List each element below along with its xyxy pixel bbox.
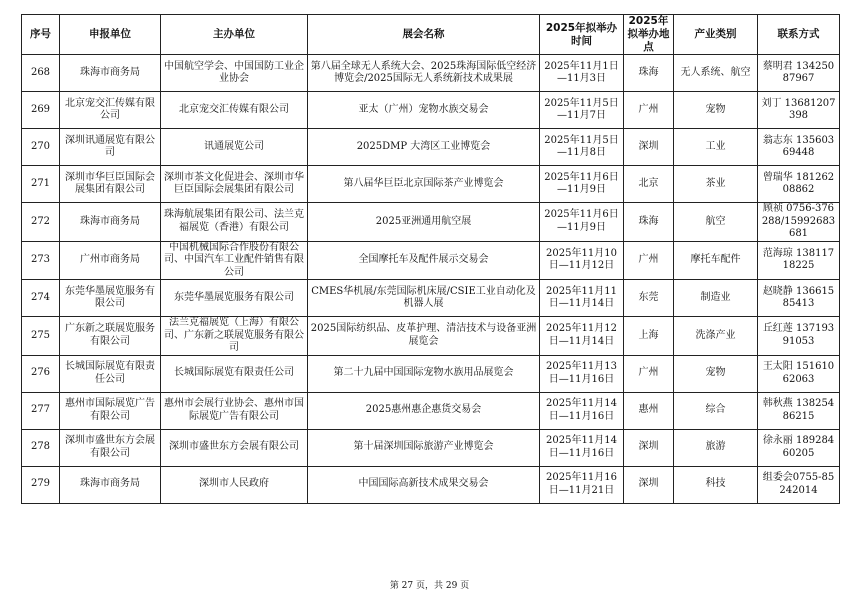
cell-place: 上海	[624, 317, 674, 356]
cell-time: 2025年11月1日—11月3日	[540, 55, 624, 92]
cell-applicant: 珠海市商务局	[60, 203, 161, 242]
cell-category: 科技	[674, 466, 758, 503]
cell-place: 珠海	[624, 55, 674, 92]
cell-contact: 曾瑞华 18126208862	[758, 166, 840, 203]
table-row	[22, 203, 840, 242]
cell-contact: 王太阳 15161062063	[758, 355, 840, 392]
cell-contact: 蔡明君 13425087967	[758, 55, 840, 92]
cell-category: 宠物	[674, 92, 758, 129]
cell-category: 旅游	[674, 429, 758, 466]
cell-applicant: 惠州市国际展览广告有限公司	[60, 392, 161, 429]
cell-applicant: 深圳市盛世东方会展有限公司	[60, 429, 161, 466]
cell-place: 深圳	[624, 466, 674, 503]
cell-time: 2025年11月14日—11月16日	[540, 429, 624, 466]
cell-contact: 徐永丽 18928460205	[758, 429, 840, 466]
cell-category: 宠物	[674, 355, 758, 392]
table-row	[22, 317, 840, 356]
cell-exhibition-name: 第二十九届中国国际宠物水族用品展览会	[308, 355, 540, 392]
cell-number: 279	[22, 466, 60, 503]
cell-exhibition-name: 2025亚洲通用航空展	[308, 203, 540, 242]
cell-place: 深圳	[624, 429, 674, 466]
cell-place: 珠海	[624, 203, 674, 242]
page-number: 第 27 页，共 29 页	[389, 581, 470, 591]
cell-contact: 刘丁 13681207398	[758, 92, 840, 129]
exhibition-table	[21, 14, 840, 504]
table-row	[22, 429, 840, 466]
cell-contact: 韩秋燕 13825486215	[758, 392, 840, 429]
cell-contact: 丘红莲 13719391053	[758, 317, 840, 356]
cell-contact: 赵晓静 13661585413	[758, 280, 840, 317]
cell-applicant: 深圳市华巨臣国际会展集团有限公司	[60, 166, 161, 203]
cell-place: 广州	[624, 355, 674, 392]
table-row	[22, 466, 840, 503]
cell-exhibition-name: 亚太（广州）宠物水族交易会	[308, 92, 540, 129]
table-row	[22, 92, 840, 129]
cell-applicant: 广东新之联展览服务有限公司	[60, 317, 161, 356]
cell-exhibition-name: 第十届深圳国际旅游产业博览会	[308, 429, 540, 466]
cell-category: 综合	[674, 392, 758, 429]
cell-place: 东莞	[624, 280, 674, 317]
header-cell: 展会名称	[308, 15, 540, 55]
cell-time: 2025年11月12日—11月14日	[540, 317, 624, 356]
cell-exhibition-name: 中国国际高新技术成果交易会	[308, 466, 540, 503]
cell-contact: 顾祯 0756-376288/15992683681	[758, 203, 840, 242]
cell-category: 茶业	[674, 166, 758, 203]
cell-time: 2025年11月16日—11月21日	[540, 466, 624, 503]
cell-exhibition-name: 2025DMP 大湾区工业博览会	[308, 129, 540, 166]
table-row	[22, 55, 840, 92]
cell-exhibition-name: 2025国际纺织品、皮革护理、清洁技术与设备亚洲展览会	[308, 317, 540, 356]
cell-organizer: 深圳市盛世东方会展有限公司	[161, 429, 308, 466]
cell-organizer: 中国航空学会、中国国防工业企业协会	[161, 55, 308, 92]
cell-organizer: 深圳市人民政府	[161, 466, 308, 503]
cell-number: 277	[22, 392, 60, 429]
cell-time: 2025年11月5日—11月8日	[540, 129, 624, 166]
cell-number: 276	[22, 355, 60, 392]
cell-time: 2025年11月5日—11月7日	[540, 92, 624, 129]
cell-time: 2025年11月10日—11月12日	[540, 241, 624, 280]
cell-applicant: 广州市商务局	[60, 241, 161, 280]
header-cell: 产业类别	[674, 15, 758, 55]
cell-exhibition-name: CMES华机展/东莞国际机床展/CSIE工业自动化及机器人展	[308, 280, 540, 317]
table-header-row	[22, 15, 840, 55]
header-cell: 2025年拟举办时间	[540, 15, 624, 55]
cell-organizer: 深圳市茶文化促进会、深圳市华巨臣国际会展集团有限公司	[161, 166, 308, 203]
cell-applicant: 北京宠交汇传媒有限公司	[60, 92, 161, 129]
table-row	[22, 280, 840, 317]
table-body	[22, 55, 840, 504]
cell-number: 269	[22, 92, 60, 129]
cell-applicant: 东莞华墨展览服务有限公司	[60, 280, 161, 317]
cell-exhibition-name: 2025惠州惠企惠货交易会	[308, 392, 540, 429]
cell-contact: 组委会0755-85242014	[758, 466, 840, 503]
cell-organizer: 法兰克福展览（上海）有限公司、广东新之联展览服务有限公司	[161, 317, 308, 356]
cell-category: 洗涤产业	[674, 317, 758, 356]
cell-category: 工业	[674, 129, 758, 166]
header-cell: 主办单位	[161, 15, 308, 55]
cell-contact: 翁志东 13560369448	[758, 129, 840, 166]
cell-time: 2025年11月11日—11月14日	[540, 280, 624, 317]
cell-category: 摩托车配件	[674, 241, 758, 280]
cell-organizer: 北京宠交汇传媒有限公司	[161, 92, 308, 129]
cell-applicant: 深圳讯通展览有限公司	[60, 129, 161, 166]
cell-place: 深圳	[624, 129, 674, 166]
table-row	[22, 129, 840, 166]
table-row	[22, 166, 840, 203]
header-cell: 2025年拟举办地点	[624, 15, 674, 55]
cell-category: 无人系统、航空	[674, 55, 758, 92]
cell-category: 制造业	[674, 280, 758, 317]
cell-number: 271	[22, 166, 60, 203]
header-cell: 申报单位	[60, 15, 161, 55]
cell-number: 272	[22, 203, 60, 242]
cell-number: 274	[22, 280, 60, 317]
cell-number: 268	[22, 55, 60, 92]
cell-time: 2025年11月14日—11月16日	[540, 392, 624, 429]
cell-place: 广州	[624, 92, 674, 129]
cell-exhibition-name: 第八届华巨臣北京国际茶产业博览会	[308, 166, 540, 203]
header-cell: 序号	[22, 15, 60, 55]
cell-time: 2025年11月6日—11月9日	[540, 203, 624, 242]
cell-place: 北京	[624, 166, 674, 203]
table-row	[22, 355, 840, 392]
cell-place: 广州	[624, 241, 674, 280]
cell-time: 2025年11月13日—11月16日	[540, 355, 624, 392]
cell-applicant: 珠海市商务局	[60, 466, 161, 503]
header-cell: 联系方式	[758, 15, 840, 55]
cell-exhibition-name: 全国摩托车及配件展示交易会	[308, 241, 540, 280]
cell-organizer: 中国机械国际合作股份有限公司、中国汽车工业配件销售有限公司	[161, 241, 308, 280]
cell-number: 278	[22, 429, 60, 466]
cell-applicant: 长城国际展览有限责任公司	[60, 355, 161, 392]
cell-contact: 范海琼 13811718225	[758, 241, 840, 280]
cell-category: 航空	[674, 203, 758, 242]
cell-exhibition-name: 第八届全球无人系统大会、2025珠海国际低空经济博览会/2025国际无人系统新技术成果展	[308, 55, 540, 92]
cell-organizer: 长城国际展览有限责任公司	[161, 355, 308, 392]
cell-organizer: 讯通展览公司	[161, 129, 308, 166]
cell-number: 270	[22, 129, 60, 166]
table-row	[22, 241, 840, 280]
cell-number: 273	[22, 241, 60, 280]
cell-number: 275	[22, 317, 60, 356]
cell-place: 惠州	[624, 392, 674, 429]
table-row	[22, 392, 840, 429]
cell-time: 2025年11月6日—11月9日	[540, 166, 624, 203]
cell-organizer: 珠海航展集团有限公司、法兰克福展览（香港）有限公司	[161, 203, 308, 242]
cell-organizer: 惠州市会展行业协会、惠州市国际展览广告有限公司	[161, 392, 308, 429]
cell-organizer: 东莞华墨展览服务有限公司	[161, 280, 308, 317]
cell-applicant: 珠海市商务局	[60, 55, 161, 92]
